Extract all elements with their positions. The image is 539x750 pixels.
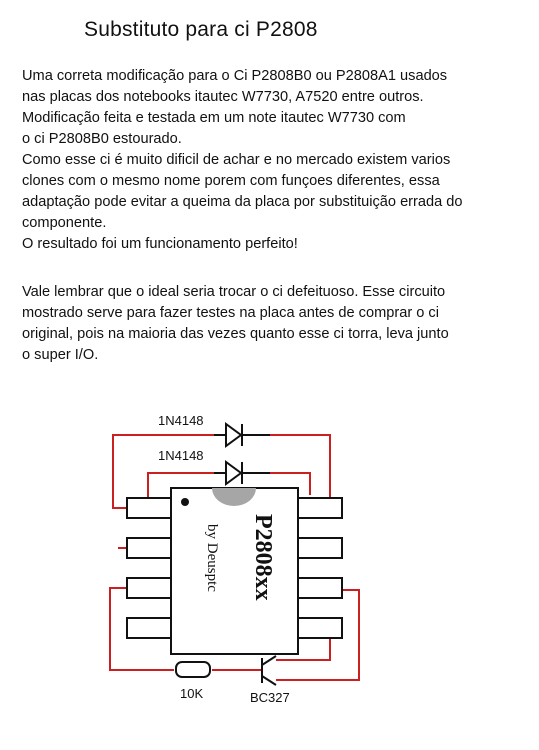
chip-body — [171, 488, 298, 654]
transistor-collector — [262, 656, 276, 665]
text-line: componente. — [22, 215, 107, 231]
text-line: o super I/O. — [22, 347, 99, 363]
text-line: Uma correta modificação para o Ci P2808B0 ou P2808A1 usados — [22, 68, 448, 84]
right-pin-1 — [298, 498, 342, 518]
chip-name: P2808xx — [250, 514, 276, 601]
resistor — [176, 662, 210, 677]
text-line: O resultado foi um funcionamento perfeito! — [22, 236, 298, 252]
note-paragraph — [22, 282, 532, 366]
diode-2 — [214, 462, 270, 484]
text-line: nas placas dos notebooks itautec W7730, A7520 entre outros. — [22, 89, 424, 105]
chip-credit: by Deusptc — [204, 524, 220, 592]
diode-2-label: 1N4148 — [158, 448, 204, 463]
diode-1-label: 1N4148 — [158, 413, 204, 428]
circuit-diagram — [0, 380, 539, 710]
resistor-label: 10K — [180, 686, 204, 701]
text-line: o ci P2808B0 estourado. — [22, 131, 182, 147]
diode-2-triangle — [226, 462, 241, 484]
transistor — [262, 656, 276, 685]
text-line: Como esse ci é muito dificil de achar e no mercado existem varios — [22, 152, 451, 168]
right-pin-2 — [298, 538, 342, 558]
left-pin-2 — [127, 538, 171, 558]
left-pin-1 — [127, 498, 171, 518]
right-pin-4 — [298, 618, 342, 638]
right-pin-3 — [298, 578, 342, 598]
text-line: Vale lembrar que o ideal seria trocar o ci defeituoso. Esse circuito — [22, 284, 446, 300]
text-line: mostrado serve para fazer testes na placa antes de comprar o ci — [22, 305, 439, 321]
text-line: Modificação feita e testada em um note itautec W7730 com — [22, 110, 406, 126]
intro-paragraph — [22, 66, 532, 255]
transistor-label: BC327 — [250, 690, 290, 705]
page-title: Substituto para ci P2808 — [84, 18, 318, 41]
text-line: adaptação pode evitar a queima da placa por substituição errada do — [22, 194, 463, 210]
diode-1 — [214, 424, 270, 446]
left-pin-4 — [127, 618, 171, 638]
transistor-emitter — [262, 676, 276, 685]
text-line: original, pois na maioria das vezes quanto esse ci torra, leva junto — [22, 326, 449, 342]
diode-1-triangle — [226, 424, 241, 446]
text-line: clones com o mesmo nome porem com funçoes diferentes, essa — [22, 173, 440, 189]
left-pin-3 — [127, 578, 171, 598]
chip-pin1-dot — [181, 498, 189, 506]
